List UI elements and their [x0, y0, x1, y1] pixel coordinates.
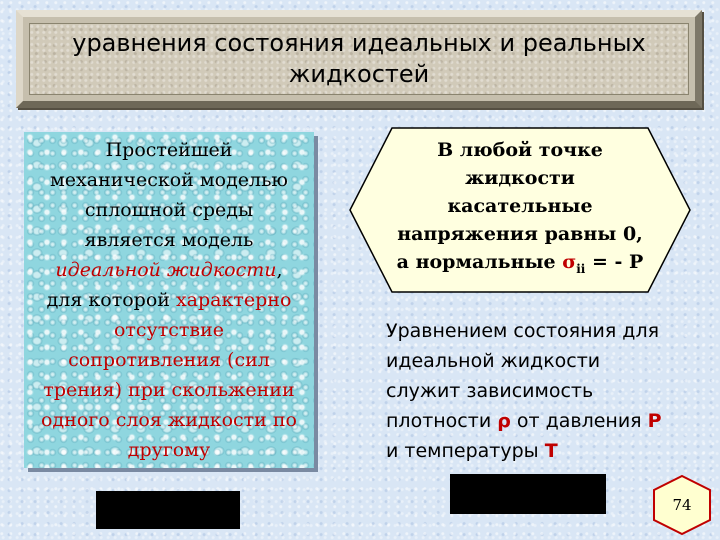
left-text-red: одного слоя жидкости по — [41, 409, 297, 431]
slide-title-line2: жидкостей — [288, 60, 430, 88]
left-text-red: трения) при скольжении — [43, 379, 295, 401]
stress-hexagon — [348, 126, 692, 294]
pressure-symbol: Р — [647, 410, 662, 432]
hexagon-text — [388, 136, 652, 283]
page-number-badge — [652, 474, 712, 536]
left-text-line: является модель — [84, 229, 254, 251]
hexagon-line: = - Р — [585, 251, 644, 273]
hexagon-line: жидкости — [465, 167, 575, 189]
slide-title — [72, 28, 646, 90]
left-text-red: другому — [127, 439, 211, 461]
title-banner — [16, 10, 702, 108]
left-text-red: отсутствие — [113, 319, 225, 341]
left-text-line: для которой — [46, 289, 176, 311]
nav-button-forward[interactable] — [450, 474, 606, 514]
hexagon-line: В любой точке — [437, 139, 603, 161]
temperature-symbol: Т — [544, 440, 558, 462]
ideal-fluid-model-card — [24, 132, 314, 468]
left-text-red: характерно — [175, 289, 292, 311]
hexagon-line: а нормальные — [396, 251, 563, 273]
right-text-line: и температуры — [386, 440, 545, 462]
left-text-line: сплошной среды — [84, 199, 254, 221]
equation-of-state-text — [386, 316, 706, 466]
right-text-line: плотности — [386, 410, 498, 432]
right-text-line: служит зависимость — [386, 380, 594, 402]
sigma-subscript: ii — [576, 261, 586, 276]
title-panel — [29, 23, 689, 95]
hexagon-line: касательные — [447, 195, 593, 217]
ideal-fluid-model-text — [29, 135, 309, 465]
slide-title-line1: уравнения состояния идеальных и реальных — [72, 29, 646, 57]
sigma-symbol: σ — [562, 251, 577, 273]
hexagon-line: напряжения равны 0, — [397, 223, 643, 245]
rho-symbol: ρ — [497, 410, 511, 432]
left-text-punct: , — [276, 259, 283, 281]
right-text-line: от давления — [510, 410, 648, 432]
left-text-line: Простейшей — [105, 139, 233, 161]
right-text-line: идеальной жидкости — [386, 350, 601, 372]
right-text-line: Уравнением состояния для — [386, 320, 660, 342]
page-number: 74 — [672, 496, 692, 514]
ideal-fluid-term: идеальной жидкости — [55, 259, 277, 281]
left-text-red: сопротивления (сил — [68, 349, 270, 371]
nav-button-back[interactable] — [96, 491, 240, 529]
left-text-line: механической моделью — [50, 169, 288, 191]
